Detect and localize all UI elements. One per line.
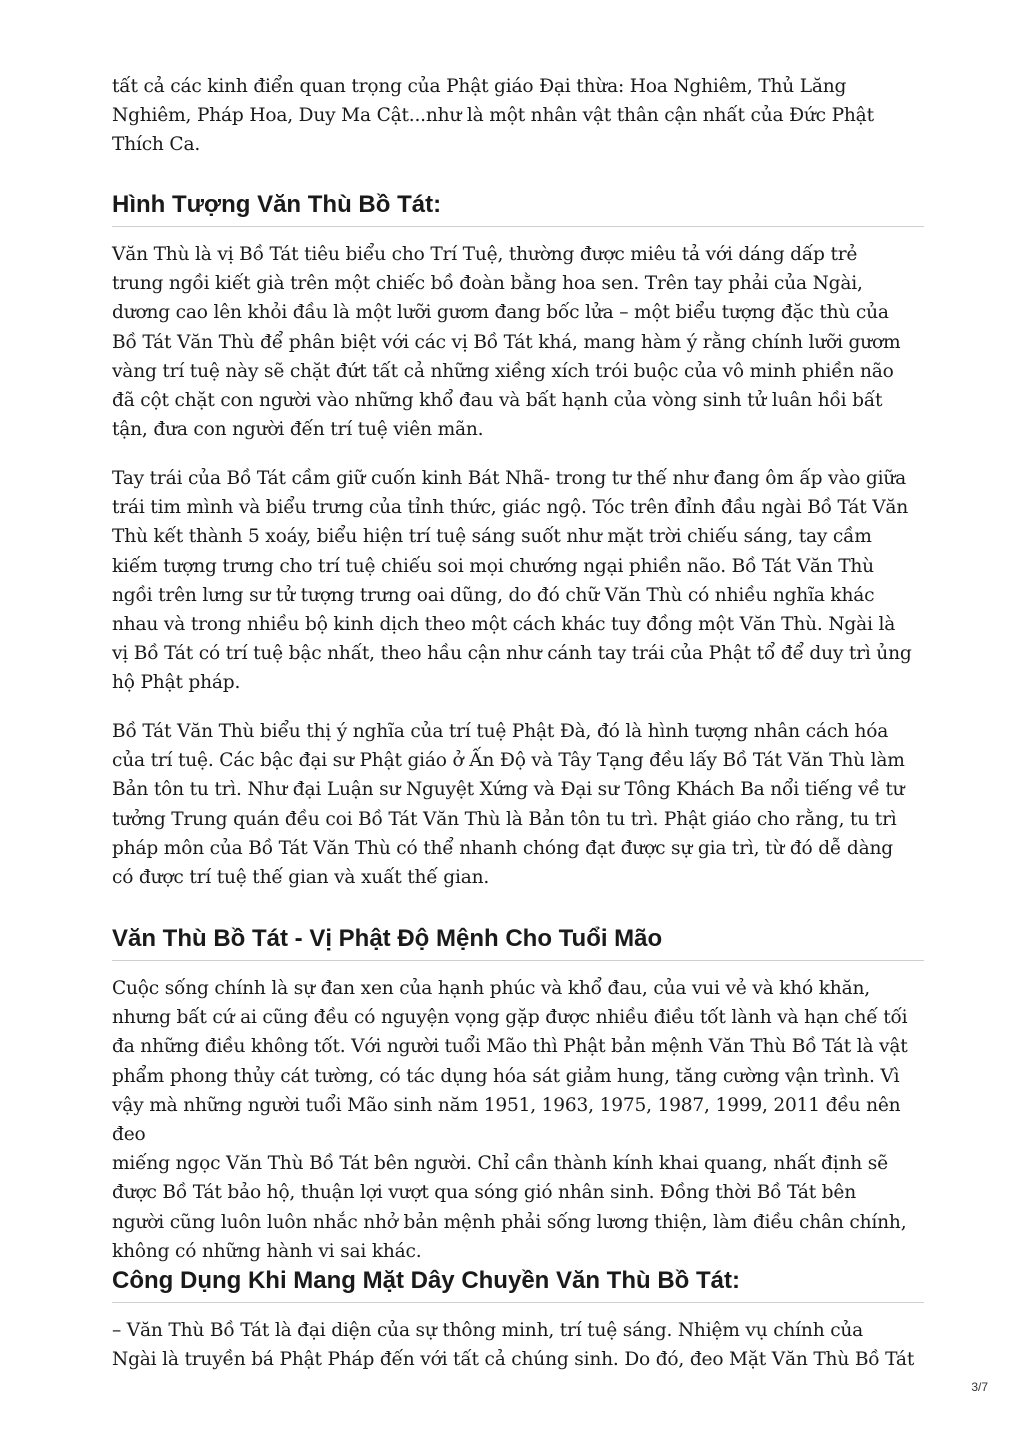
paragraph-cong-dung: – Văn Thù Bồ Tát là đại diện của sự thông minh, trí tuệ sáng. Nhiệm vụ chính của Ngài là truyền bá Phật Pháp đến với tất cả chúng sinh. Do đó, đeo Mặt Văn Thù Bồ Tát <box>112 1320 915 1371</box>
paragraph-intro-continued: tất cả các kinh điển quan trọng của Phật giáo Đại thừa: Hoa Nghiêm, Thủ Lăng Nghiêm, Pháp Hoa, Duy Ma Cật...như là một nhân vật thân cận nhất của Đức Phật Thích Ca. <box>112 76 874 156</box>
paragraph-hinh-tuong-3: Bồ Tát Văn Thù biểu thị ý nghĩa của trí tuệ Phật Đà, đó là hình tượng nhân cách hóa của trí tuệ. Các bậc đại sư Phật giáo ở Ấn Độ và Tây Tạng đều lấy Bồ Tát Văn Thù làm Bản tôn tu trì. Như đại Luận sư Nguyệt Xứng và Đại sư Tông Khách Ba nổi tiếng về tư tưởng Trung quán đều coi Bồ Tát Văn Thù là Bản tôn tu trì. Phật giáo cho rằng, tu trì pháp môn của Bồ Tát Văn Thù có thể nhanh chóng đạt được sự gia trì, từ đó dễ dàng có được trí tuệ thế gian và xuất thế gian. <box>112 721 905 889</box>
paragraph-hinh-tuong-1: Văn Thù là vị Bồ Tát tiêu biểu cho Trí Tuệ, thường được miêu tả với dáng dấp trẻ trung ngồi kiết già trên một chiếc bồ đoàn bằng hoa sen. Trên tay phải của Ngài, dương cao lên khỏi đầu là một lưỡi gươm đang bốc lửa – một biểu tượng đặc thù của Bồ Tát Văn Thù để phân biệt với các vị Bồ Tát khá, mang hàm ý rằng chính lưỡi gươm vàng trí tuệ này sẽ chặt đứt tất cả những xiềng xích trói buộc của vô minh phiền não đã cột chặt con người vào những khổ đau và bất hạnh của vòng sinh tử luân hồi bất tận, đưa con người đến trí tuệ viên mãn. <box>112 244 901 441</box>
heading-hinh-tuong: Hình Tượng Văn Thù Bồ Tát: <box>112 190 924 227</box>
paragraph-tuoi-mao: Cuộc sống chính là sự đan xen của hạnh phúc và khổ đau, của vui vẻ và khó khăn, nhưng bất cứ ai cũng đều có nguyện vọng gặp được nhiều điều tốt lành và hạn chế tối đa những điều không tốt. Với người tuổi Mão thì Phật bản mệnh Văn Thù Bồ Tát là vật phẩm phong thủy cát tường, có tác dụng hóa sát giảm hung, tăng cường vận trình. Vì vậy mà những người tuổi Mão sinh năm 1951, 1963, 1975, 1987, 1999, 2011 đều nên đeo miếng ngọc Văn Thù Bồ Tát bên người. Chỉ cần thành kính khai quang, nhất định sẽ được Bồ Tát bảo hộ, thuận lợi vượt qua sóng gió nhân sinh. Đồng thời Bồ Tát bên người cũng luôn luôn nhắc nhở bản mệnh phải sống lương thiện, làm điều chân chính, không có những hành vi sai khác. <box>112 978 908 1262</box>
heading-van-thu-tuoi-mao: Văn Thù Bồ Tát - Vị Phật Độ Mệnh Cho Tuổi Mão <box>112 924 924 961</box>
paragraph-hinh-tuong-2: Tay trái của Bồ Tát cầm giữ cuốn kinh Bát Nhã- trong tư thế như đang ôm ấp vào giữa trái tim mình và biểu trưng của tỉnh thức, giác ngộ. Tóc trên đỉnh đầu ngài Bồ Tát Văn Thù kết thành 5 xoáy, biểu hiện trí tuệ sáng suốt như mặt trời chiếu sáng, tay cầm kiếm tượng trưng cho trí tuệ chiếu soi mọi chướng ngại phiền não. Bồ Tát Văn Thù ngồi trên lưng sư tử tượng trưng oai dũng, do đó chữ Văn Thù có nhiều nghĩa khác nhau và trong nhiều bộ kinh dịch theo một cách khác tuy đồng một Văn Thù. Ngài là vị Bồ Tát có trí tuệ bậc nhất, theo hầu cận như cánh tay trái của Phật tổ để duy trì ủng hộ Phật pháp. <box>112 468 912 694</box>
page-number: 3/7 <box>971 1380 988 1394</box>
heading-cong-dung: Công Dụng Khi Mang Mặt Dây Chuyền Văn Thù Bồ Tát: <box>112 1266 924 1303</box>
